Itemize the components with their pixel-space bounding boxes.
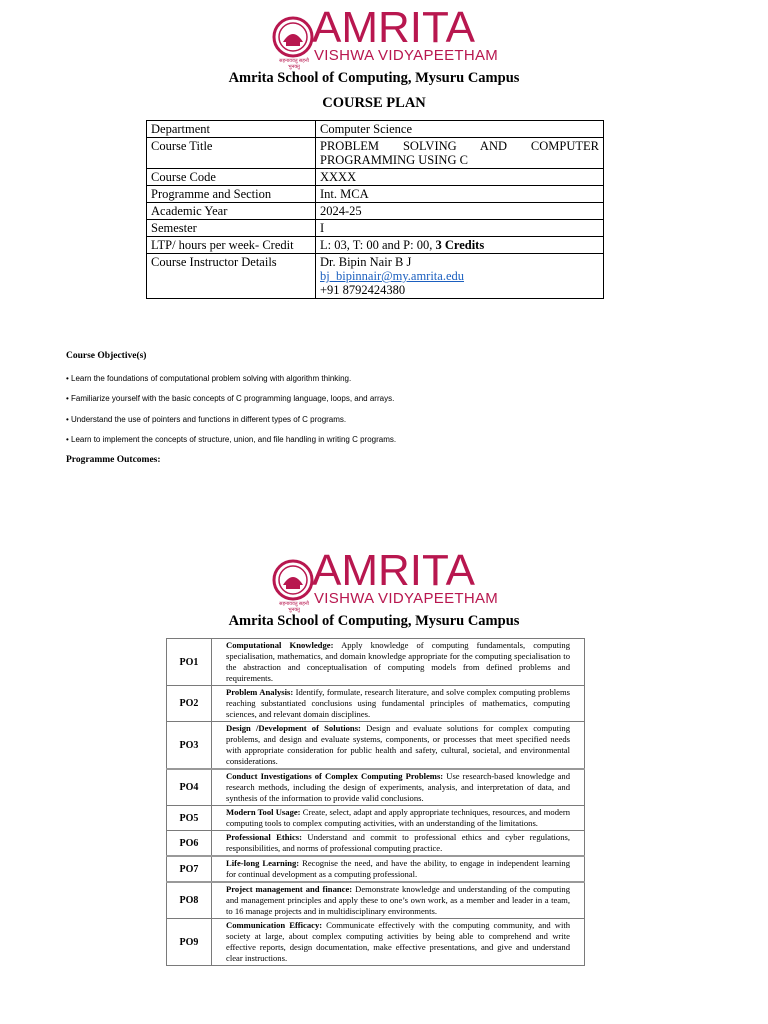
credits-value: 3 Credits bbox=[435, 238, 485, 252]
po-text: Recognise the need, and have the ability, to engage in independent learning for continual development as a computing professional. bbox=[226, 858, 570, 879]
table-row bbox=[167, 769, 585, 806]
school-title: Amrita School of Computing, Mysuru Campus bbox=[228, 70, 520, 86]
po-title: Project management and finance: bbox=[226, 884, 353, 894]
table-row bbox=[167, 831, 585, 857]
logo-tagline: सहनाववतु सहनौ भुनक्तु bbox=[279, 602, 309, 613]
po-text: Communicate effectively with the computing community, and with society at large, about complex computing activities by being able to comprehend and write effective reports, design documentation, make effective presentations, and give and understand clear instructions. bbox=[226, 920, 571, 963]
po-description bbox=[212, 639, 585, 686]
amrita-logo bbox=[272, 546, 499, 613]
row-value bbox=[316, 254, 604, 299]
po-description bbox=[212, 769, 585, 806]
row-label: Semester bbox=[147, 220, 316, 237]
table-row bbox=[167, 882, 585, 919]
table-row bbox=[147, 121, 604, 138]
school-title: Amrita School of Computing, Mysuru Campus bbox=[228, 613, 520, 629]
row-label: Academic Year bbox=[147, 203, 316, 220]
po-text: Create, select, adapt and apply appropriate techniques, resources, and modern computing tools to complex computing activities, with an understanding of the limitations. bbox=[226, 807, 570, 828]
row-label: Programme and Section bbox=[147, 186, 316, 203]
table-row bbox=[147, 237, 604, 254]
po-code: PO7 bbox=[167, 856, 212, 882]
course-plan-table bbox=[146, 120, 604, 299]
po-code: PO3 bbox=[167, 722, 212, 770]
po-code: PO1 bbox=[167, 639, 212, 686]
po-title: Life-long Learning: bbox=[226, 858, 300, 868]
row-label: Course Code bbox=[147, 169, 316, 186]
table-row bbox=[167, 639, 585, 686]
po-code: PO6 bbox=[167, 831, 212, 857]
objective-item: • Learn the foundations of computational problem solving with algorithm thinking. bbox=[66, 374, 352, 383]
logo-wordmark: AMRITA bbox=[312, 3, 475, 52]
row-value: Int. MCA bbox=[316, 186, 604, 203]
table-row bbox=[167, 919, 585, 966]
po-text: Design and evaluate solutions for complex computing problems, and design and evaluate systems, components, or processes that meet specified needs with appropriate consideration for public health and safety, cultural, societal, and environmental considerations. bbox=[226, 723, 570, 766]
row-label: Department bbox=[147, 121, 316, 138]
po-description bbox=[212, 686, 585, 722]
po-text: Use research-based knowledge and research methods, including the design of experiments, analysis, and interpretation of data, and synthesis of the information to provide valid conclusions. bbox=[226, 771, 570, 803]
course-title-line1: PROBLEM SOLVING AND COMPUTER bbox=[320, 139, 599, 153]
table-row bbox=[147, 186, 604, 203]
po-description bbox=[212, 831, 585, 857]
po-text: Demonstrate knowledge and understanding of the computing and management principles and apply these to one’s own work, as a member and leader in a team, to 16 manage projects and in multidisciplinary environments. bbox=[226, 884, 570, 916]
instructor-email-link[interactable]: bj_bipinnair@my.amrita.edu bbox=[320, 269, 465, 283]
table-row bbox=[147, 254, 604, 299]
po-code: PO2 bbox=[167, 686, 212, 722]
po-title: Conduct Investigations of Complex Computing Problems: bbox=[226, 771, 444, 781]
po-text: Identify, formulate, research literature, and solve complex computing problems reaching substantiated conclusions using fundamental principles of mathematics, computing sciences, and relevant domain disciplines. bbox=[226, 687, 570, 719]
row-value bbox=[316, 237, 604, 254]
table-row bbox=[147, 220, 604, 237]
po-description bbox=[212, 806, 585, 831]
row-value: 2024-25 bbox=[316, 203, 604, 220]
po-description bbox=[212, 856, 585, 882]
table-row bbox=[147, 203, 604, 220]
po-code: PO4 bbox=[167, 769, 212, 806]
ltp-value: L: 03, T: 00 and P: 00, bbox=[320, 238, 433, 252]
po-description bbox=[212, 882, 585, 919]
logo-tagline: सहनाववतु सहनौ भुनक्तु bbox=[279, 59, 309, 70]
po-code: PO8 bbox=[167, 882, 212, 919]
table-row bbox=[167, 722, 585, 770]
table-row bbox=[167, 686, 585, 722]
table-row bbox=[147, 169, 604, 186]
course-plan-heading: COURSE PLAN bbox=[322, 95, 426, 111]
row-value: Computer Science bbox=[316, 121, 604, 138]
table-row bbox=[167, 806, 585, 831]
po-description bbox=[212, 919, 585, 966]
po-text: Understand and commit to professional ethics and cyber regulations, responsibilities, and norms of professional computing practice. bbox=[226, 832, 570, 853]
row-value bbox=[316, 138, 604, 169]
row-label: LTP/ hours per week- Credit bbox=[147, 237, 316, 254]
po-title: Design /Development of Solutions: bbox=[226, 723, 361, 733]
objective-item: • Understand the use of pointers and functions in different types of C programs. bbox=[66, 415, 347, 424]
logo-subtitle: VISHWA VIDYAPEETHAM bbox=[314, 590, 499, 607]
amrita-seal-icon bbox=[272, 559, 314, 601]
po-code: PO9 bbox=[167, 919, 212, 966]
logo-subtitle: VISHWA VIDYAPEETHAM bbox=[314, 47, 499, 64]
instructor-phone: +91 8792424380 bbox=[320, 283, 406, 297]
row-label: Course Instructor Details bbox=[147, 254, 316, 299]
table-row bbox=[147, 138, 604, 169]
po-code: PO5 bbox=[167, 806, 212, 831]
table-row bbox=[167, 856, 585, 882]
objectives-heading: Course Objective(s) bbox=[66, 351, 147, 361]
po-title: Modern Tool Usage: bbox=[226, 807, 301, 817]
po-title: Professional Ethics: bbox=[226, 832, 302, 842]
po-title: Problem Analysis: bbox=[226, 687, 294, 697]
po-text: Apply knowledge of computing fundamentals, computing specialisation, mathematics, and domain knowledge appropriate for the computing specialisation to the abstraction and conceptualisation of computing models from defined problems and requirements. bbox=[226, 640, 570, 683]
po-title: Computational Knowledge: bbox=[226, 640, 334, 650]
amrita-logo bbox=[272, 3, 499, 70]
amrita-seal-icon bbox=[272, 16, 314, 58]
logo-wordmark: AMRITA bbox=[312, 546, 475, 595]
po-title: Communication Efficacy: bbox=[226, 920, 323, 930]
row-label: Course Title bbox=[147, 138, 316, 169]
row-value: XXXX bbox=[316, 169, 604, 186]
instructor-name: Dr. Bipin Nair B J bbox=[320, 255, 412, 269]
po-description bbox=[212, 722, 585, 770]
objective-item: • Familiarize yourself with the basic concepts of C programming language, loops, and arrays. bbox=[66, 394, 395, 403]
row-value: I bbox=[316, 220, 604, 237]
programme-outcomes-heading: Programme Outcomes: bbox=[66, 455, 161, 465]
course-title-line2: PROGRAMMING USING C bbox=[320, 153, 468, 167]
programme-outcomes-table bbox=[166, 638, 585, 966]
objective-item: • Learn to implement the concepts of structure, union, and file handling in writing C programs. bbox=[66, 435, 397, 444]
